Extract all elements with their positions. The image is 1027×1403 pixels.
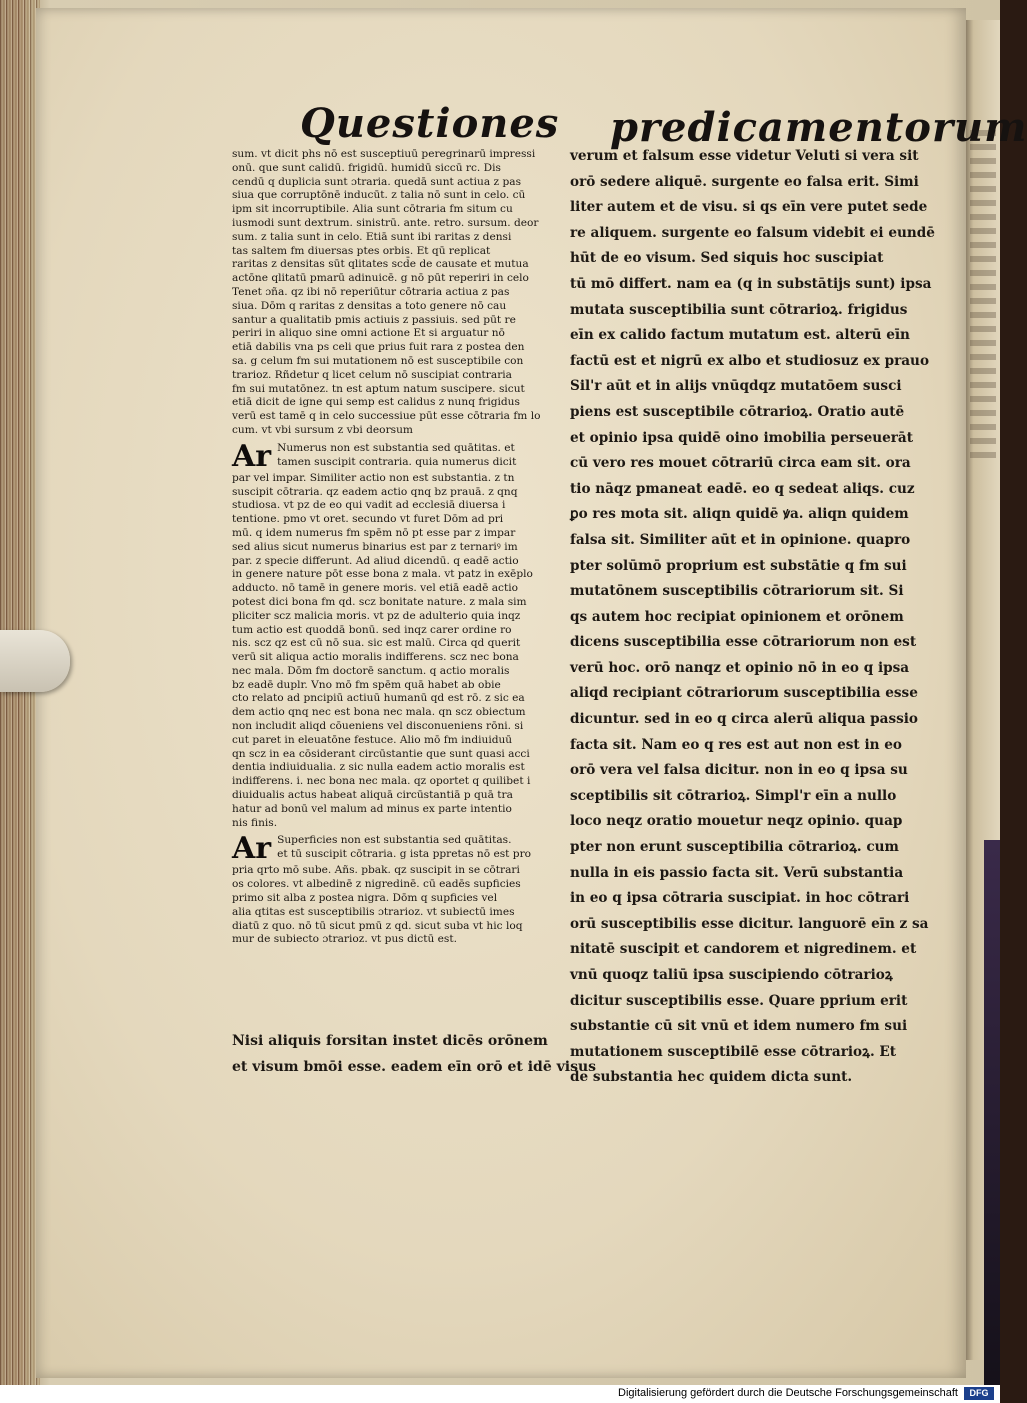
text-line: diuidualis actus habeat aliquā circūstantiā p quā tra <box>232 789 513 802</box>
text-line: siua. Dōm q raritas z densitas a toto genere nō cau <box>232 299 507 312</box>
facing-page-edge <box>962 20 1000 1360</box>
text-line: Superficies non est substantia sed quātitas. <box>277 834 512 847</box>
book-page-edges <box>0 0 40 1385</box>
text-line: factū est et nigrū ex albo et studiosuz ex prauo <box>570 352 930 369</box>
text-line: mutatōnem susceptibilis cōtrariorum sit. Si <box>570 583 904 600</box>
text-line: primo sit alba z postea nigra. Dōm q supficies vel <box>232 892 498 905</box>
text-line: actōne qlitatū pmarū adinuicē. g nō pūt reperiri in celo <box>232 272 529 285</box>
text-line: orū susceptibilis esse dicitur. languorē eīn z sa <box>570 915 929 932</box>
text-line: dem actio qnq nec est bona nec mala. qn scz obiectum <box>232 706 526 719</box>
text-line: verū sit aliqua actio moralis indifferens. scz nec bona <box>232 651 519 664</box>
left-column-main-text <box>232 1028 597 1080</box>
text-line: substantie cū sit vnū et idem numero fm sui <box>570 1018 908 1035</box>
text-line: dicuntur. sed in eo q circa alerū aliqua passio <box>570 711 918 728</box>
text-line: etiā dicit de igne qui semp est calidus z nunq frigidus <box>232 396 520 409</box>
text-line: nec mala. Dōm fm doctorē sanctum. q actio moralis <box>232 664 510 677</box>
left-column-commentary <box>232 148 550 947</box>
book-clamp <box>0 630 70 692</box>
text-line: cto relato ad pncipiū actiuū humanū qd est rō. z sic ea <box>232 692 525 705</box>
text-line: et tū suscipit cōtraria. g ista ppretas nō est pro <box>277 848 532 861</box>
text-line: loco neqz oratio mouetur neqz opinio. quap <box>570 813 903 830</box>
text-line: tas saltem fm diuersas ptes orbis. Et qū replicat <box>232 244 491 257</box>
text-line: et visum bmōi esse. eadem eīn orō et idē visus <box>232 1059 597 1075</box>
text-line: indifferens. i. nec bona nec mala. qz oportet q quilibet i <box>232 775 531 788</box>
text-line: par. z specie differunt. Ad aliud dicendū. q eadē actio <box>232 554 519 567</box>
text-line: orō vera vel falsa dicitur. non in eo q ipsa su <box>570 762 908 779</box>
text-line: nis. scz qz est cū nō sua. sic est malū. Circa qd querit <box>232 637 521 650</box>
text-line: etiā dabilis vna ps celi que prius fuit rara z postea den <box>232 341 525 354</box>
text-line: diatū z quo. nō tū sicut pmū z qd. sicut suba vt hic loq <box>232 919 523 932</box>
text-line: dentia indiuidualia. z sic nulla eadem actio moralis est <box>232 761 525 774</box>
text-line: sa. g celum fm sui mutationem nō est susceptibile con <box>232 354 524 367</box>
text-line: Nisi aliquis forsitan instet dicēs orōnem <box>232 1033 548 1049</box>
text-line: santur a qualitatib pmis actiuis z passiuis. sed pūt re <box>232 313 516 326</box>
text-line: piens est susceptibile cōtrarioꝝ. Oratio autē <box>570 403 905 420</box>
dfg-logo: DFG <box>964 1387 994 1400</box>
text-line: raritas z densitas sūt qlitates scd̄e de causate et mutua <box>232 258 529 271</box>
text-line: et opinio ipsa quidē oino imobilia perseuerāt <box>570 429 914 446</box>
text-line: facta sit. Nam eo q res est aut non est in eo <box>570 736 902 753</box>
objection-opening-lines <box>277 834 550 862</box>
text-line: mutata susceptibilia sunt cōtrarioꝝ. frigidus <box>570 301 908 318</box>
text-line: studiosa. vt pz de eo qui vadit ad ecclesiā diuersa i <box>232 499 506 512</box>
text-line: hatur ad bonū vel malum ad minus ex parte intentio <box>232 802 512 815</box>
text-line: par vel impar. Similiter actio non est substantia. z tn <box>232 471 515 484</box>
text-line: non includit aliqd cōueniens vel disconueniens rōni. si <box>232 720 524 733</box>
text-line: potest dici bona fm qd. scz bonitate nature. z mala sim <box>232 595 527 608</box>
text-line: tio nāqz pmaneat eadē. eo q sedeat aliqs. cuz <box>570 480 915 497</box>
text-line: qn scz in ea cōsiderant circūstantie que sunt quasi acci <box>232 747 530 760</box>
text-line: adducto. nō tamē in genere moris. vel etiā eadē actio <box>232 582 518 595</box>
text-line: ꝑo res mota sit. aliqn quidē ꝟa. aliqn quidem <box>570 506 909 523</box>
text-line: liter autem et de visu. si qs eīn vere putet sede <box>570 199 928 216</box>
text-line: re aliquem. surgente eo falsum videbit ei eundē <box>570 224 935 241</box>
text-line: pter non erunt susceptibilia cōtrarioꝝ. cum <box>570 839 899 856</box>
text-line: nis finis. <box>232 816 278 829</box>
text-line: alia qtitas est susceptibilis ɔtrarioz. vt subiectū imes <box>232 905 515 918</box>
decorated-initial: Ar <box>232 831 272 867</box>
text-line: cū vero res mouet cōtrariū circa eam sit. ora <box>570 455 911 472</box>
text-line: nulla in eis passio facta sit. Verū substantia <box>570 864 904 881</box>
text-line: dicens susceptibilia esse cōtrariorum non est <box>570 634 917 651</box>
text-line: in eo q ipsa cōtraria suscipiat. in hoc cōtrari <box>570 890 910 907</box>
running-head-left: Questiones <box>300 100 560 147</box>
text-line: Numerus non est substantia sed quātitas. et <box>277 441 515 454</box>
text-line: onū. que sunt calidū. frigidū. humidū siccū rc. Dis <box>232 161 501 174</box>
text-line: nitatē suscipit et candorem et nigredinem. et <box>570 941 917 958</box>
text-line: cut paret in eleuatōne festuce. Alio mō fm indiuiduū <box>232 733 513 746</box>
text-line: pria qrto mō sube. Añs. pbak. qz suscipit in se cōtrari <box>232 864 520 877</box>
text-line: pter solūmō proprium est substātie q fm sui <box>570 557 907 574</box>
text-line: verū est tamē q in celo successiue pūt esse cōtraria fm lo <box>232 410 541 423</box>
text-line: orō sedere aliquē. surgente eo falsa erit. Simi <box>570 173 919 190</box>
text-line: fm sui mutatōnez. tn est aptum natum suscipere. sicut <box>232 382 525 395</box>
text-line: sed alius sicut numerus binarius est par z ternariꝰ im <box>232 540 518 553</box>
text-line: periri in aliquo sine omni actione Et si arguatur nō <box>232 327 505 340</box>
text-line: sceptibilis sit cōtrarioꝝ. Simpl'r eīn a nullo <box>570 787 897 804</box>
text-line: iusmodi sunt dextrum. sinistrū. ante. retro. sursum. deor <box>232 216 539 229</box>
text-line: Sil'r aūt et in alijs vnūqdqz mutatōem susci <box>570 378 902 395</box>
book-cover-edge <box>984 840 1000 1400</box>
objection-continuation <box>232 472 550 831</box>
objection-paragraph-superficies <box>232 831 550 867</box>
text-line: qs autem hoc recipiat opinionem et orōnem <box>570 608 904 625</box>
right-column-main-text <box>570 144 935 1091</box>
text-line: falsa sit. Similiter aūt et in opinione. quapro <box>570 531 911 548</box>
decorated-initial: Ar <box>232 438 272 474</box>
text-line: tamen suscipit contraria. quia numerus dicit <box>277 455 517 468</box>
text-line: mū. q idem numerus fm spēm nō pt esse par z impar <box>232 526 516 539</box>
facing-page-text-fragments <box>970 130 996 466</box>
text-line: suscipit cōtraria. qz eadem actio qnq bz prauā. z qnq <box>232 485 518 498</box>
objection-opening-lines <box>277 442 550 470</box>
text-line: bz eadē duplr. Vno mō fm spēm quā habet ab obie <box>232 678 501 691</box>
text-line: de substantia hec quidem dicta sunt. <box>570 1069 853 1086</box>
text-line: mur de subiecto ɔtrarioz. vt pus dictū est. <box>232 933 457 946</box>
text-line: trarioz. Rñdetur q licet celum nō suscipiat contraria <box>232 368 512 381</box>
text-line: ipm sit incorruptibile. Alia sunt cōtraria fm situm cu <box>232 203 513 216</box>
text-line: vnū quoqz taliū ipsa suscipiendo cōtrarioꝝ <box>570 967 893 983</box>
objection-paragraph-numerus <box>232 438 550 474</box>
text-line: sum. vt dicit phs nō est susceptiuū peregrinarū impressi <box>232 148 536 160</box>
text-line: tum actio est quoddā bonū. sed inqz carer ordine ro <box>232 623 512 636</box>
running-head-right: predicamentorum <box>610 104 1027 151</box>
text-line: siua que corruptōnē inducūt. z talia nō sunt in celo. cū <box>232 189 526 202</box>
text-line: os colores. vt albedinē z nigredinē. cū eadēs supficies <box>232 878 521 891</box>
text-line: hūt de eo visum. Sed siquis hoc suscipiat <box>570 250 884 267</box>
text-line: Tenet ɔña. qz ibi nō reperiūtur cōtraria actiua z pas <box>232 285 510 298</box>
objection-continuation <box>232 864 550 947</box>
text-line: sum. z talia sunt in celo. Etiā sunt ibi raritas z densi <box>232 230 512 243</box>
text-line: in genere nature pōt esse bona z mala. vt patz in exēplo <box>232 568 533 581</box>
footer-bar <box>0 1385 1000 1403</box>
text-line: tū mō differt. nam ea (q in substātijs sunt) ipsa <box>570 275 932 292</box>
text-line: eīn ex calido factum mutatum est. alterū eīn <box>570 327 910 344</box>
text-line: mutationem susceptibilē esse cōtrarioꝝ. Et <box>570 1043 897 1060</box>
text-line: aliqd recipiant cōtrariorum susceptibilia esse <box>570 685 918 702</box>
text-line: cendū q duplicia sunt ɔtraria. quedā sunt actiua z pas <box>232 175 522 188</box>
commentary-block-1 <box>232 148 550 438</box>
text-line: tentione. pmo vt oret. secundo vt furet Dōm ad pri <box>232 513 504 526</box>
text-line: cum. vt vbi sursum z vbi deorsum <box>232 423 413 436</box>
text-line: pliciter scz malicia moris. vt pz de adulterio quia inqz <box>232 609 521 622</box>
text-line: verum et falsum esse videtur Veluti si vera sit <box>570 148 919 164</box>
funding-notice: Digitalisierung gefördert durch die Deutsche Forschungsgemeinschaft <box>618 1387 958 1399</box>
text-line: verū hoc. orō nanqz et opinio nō in eo q ipsa <box>570 659 910 676</box>
text-line: dicitur susceptibilis esse. Quare pprium erit <box>570 992 908 1009</box>
